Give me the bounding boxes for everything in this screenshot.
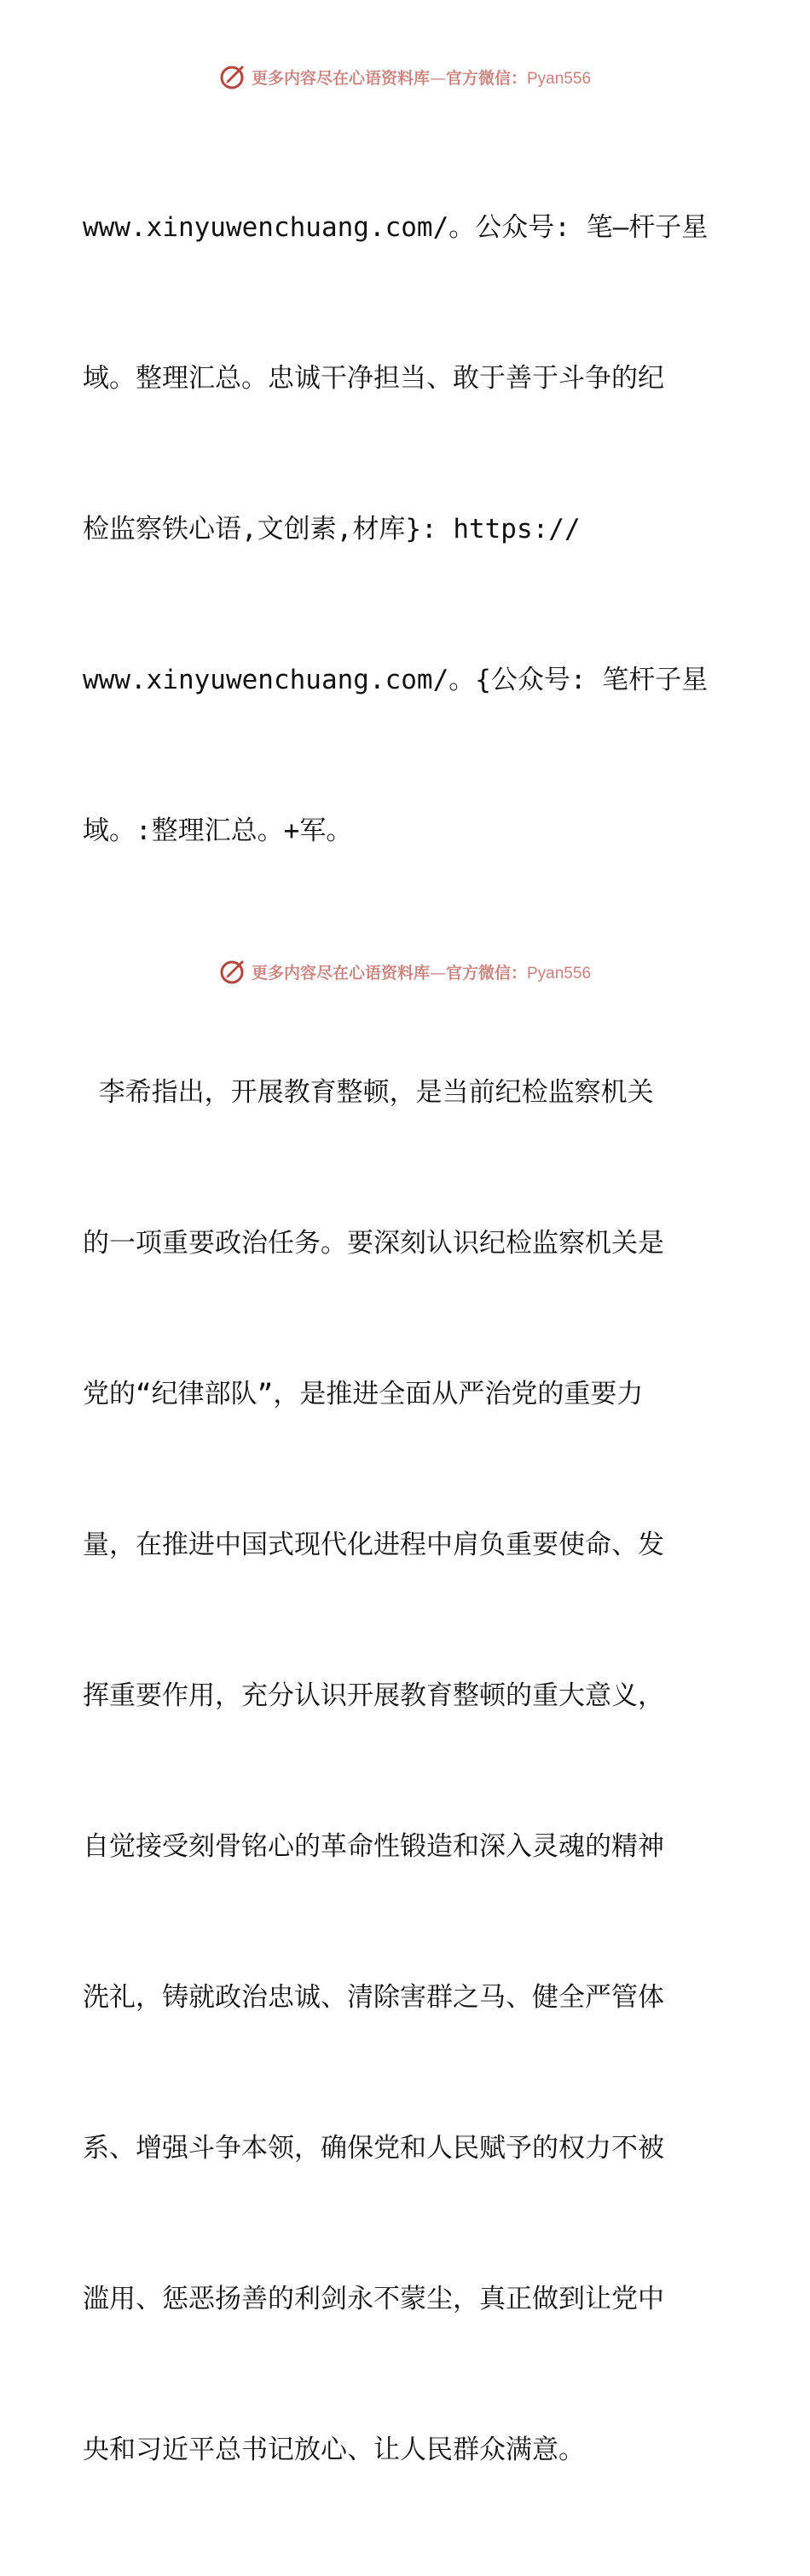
paragraph-1	[83, 102, 731, 957]
pen-logo-icon	[219, 62, 248, 91]
watermark-wechat-id: Pyan556	[527, 964, 592, 983]
text-line: 央和习近平总书记放心、让人民群众满意。	[83, 2435, 585, 2465]
watermark-separator: —	[429, 68, 446, 88]
header-watermark	[0, 60, 810, 94]
text-line: www.xinyuwenchuang.com/。公众号: 笔—杆子星	[83, 212, 709, 243]
watermark-site-name: 更多内容尽在心语资料库	[251, 963, 430, 983]
text-line: 域。:整理汇总。+军。	[83, 815, 353, 846]
footer-watermark	[0, 954, 810, 988]
document-body	[83, 102, 731, 2576]
watermark-label: 官方微信：	[445, 963, 527, 983]
text-line: 检监察铁心语,文创素,材库}: https://	[83, 514, 581, 545]
text-line: 挥重要作用，充分认识开展教育整顿的重大意义，	[83, 1680, 664, 1711]
paragraph-2	[83, 964, 731, 2576]
text-line: 域。整理汇总。忠诚干净担当、敢于善于斗争的纪	[83, 363, 664, 394]
pen-logo-icon	[219, 957, 248, 986]
text-line: 李希指出，开展教育整顿，是当前纪检监察机关	[83, 1077, 654, 1108]
text-line: 党的“纪律部队”，是推进全面从严治党的重要力	[83, 1379, 644, 1409]
text-line: www.xinyuwenchuang.com/。{公众号: 笔杆子星	[83, 665, 709, 695]
watermark-text	[252, 66, 591, 89]
text-line: 洗礼，铸就政治忠诚、清除害群之马、健全严管体	[83, 1982, 664, 2013]
text-line: 量，在推进中国式现代化进程中肩负重要使命、发	[83, 1530, 664, 1560]
watermark-label: 官方微信：	[445, 68, 527, 88]
watermark-text	[252, 960, 591, 983]
watermark-wechat-id: Pyan556	[527, 69, 592, 88]
text-line: 的一项重要政治任务。要深刻认识纪检监察机关是	[83, 1228, 664, 1259]
watermark-site-name: 更多内容尽在心语资料库	[251, 68, 430, 88]
text-line: 系、增强斗争本领，确保党和人民赋予的权力不被	[83, 2133, 664, 2164]
watermark-separator: —	[429, 963, 446, 983]
text-line: 滥用、惩恶扬善的利剑永不蒙尘，真正做到让党中	[83, 2284, 664, 2314]
text-line: 自觉接受刻骨铭心的革命性锻造和深入灵魂的精神	[83, 1831, 664, 1862]
